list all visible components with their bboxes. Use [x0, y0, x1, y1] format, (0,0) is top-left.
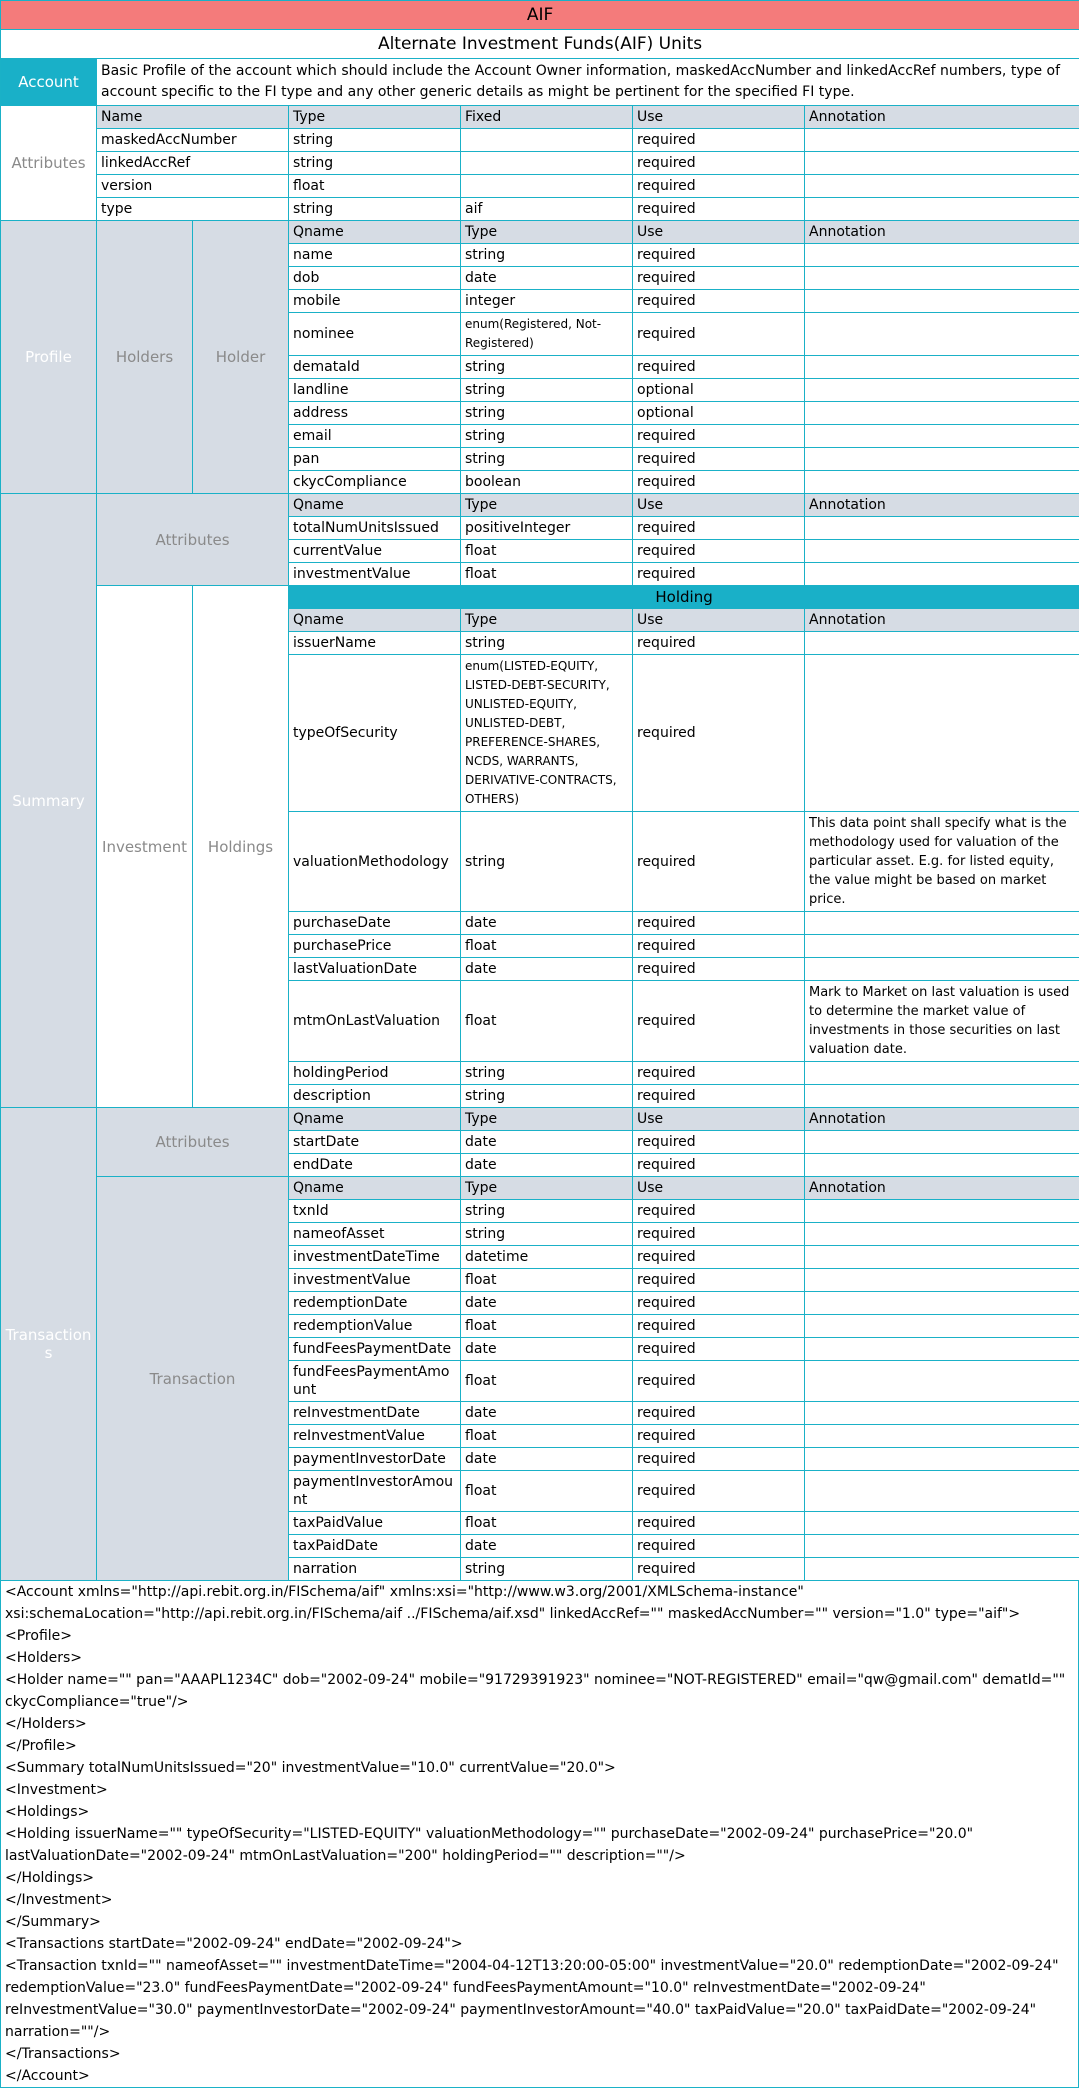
table-cell: string	[461, 425, 633, 448]
table-cell: required	[633, 1246, 805, 1269]
xml-line: </Summary>	[5, 1911, 1074, 1933]
table-cell: string	[461, 1223, 633, 1246]
table-cell: boolean	[461, 471, 633, 494]
table-cell	[805, 1246, 1079, 1269]
column-header: Type	[461, 1177, 633, 1200]
table-cell: startDate	[289, 1131, 461, 1154]
table-cell	[805, 958, 1079, 981]
table-cell	[461, 152, 633, 175]
table-cell: string	[461, 1200, 633, 1223]
table-row	[1, 175, 1079, 198]
xml-line: <Account xmlns="http://api.rebit.org.in/FISchema/aif" xmlns:xsi="http://www.w3.org/2001/XMLSchema-instance" xsi:schemaLocation="http://api.rebit.org.in/FISchema/aif ../FISchema/aif.xsd" linkedAccRef="" maskedAccNumber="" version="1.0" type="aif">	[5, 1581, 1074, 1625]
table-cell: landline	[289, 379, 461, 402]
table-cell	[805, 313, 1079, 356]
table-cell: redemptionValue	[289, 1315, 461, 1338]
table-cell: float	[461, 1471, 633, 1512]
xml-line: <Transactions startDate="2002-09-24" endDate="2002-09-24">	[5, 1933, 1074, 1955]
table-cell: optional	[633, 402, 805, 425]
table-cell: string	[461, 1085, 633, 1108]
page-subtitle: Alternate Investment Funds(AIF) Units	[1, 30, 1079, 59]
xml-line: </Investment>	[5, 1889, 1074, 1911]
table-cell: string	[461, 356, 633, 379]
table-cell: float	[461, 935, 633, 958]
table-cell: pan	[289, 448, 461, 471]
transaction-label: Transaction	[97, 1177, 289, 1581]
table-cell: date	[461, 1535, 633, 1558]
column-header: Use	[633, 609, 805, 632]
table-cell: float	[461, 563, 633, 586]
xml-line: <Holder name="" pan="AAAPL1234C" dob="2002-09-24" mobile="91729391923" nominee="NOT-REGISTERED" email="qw@gmail.com" dematId="" ckycCompliance="true"/>	[5, 1669, 1074, 1713]
column-header: Annotation	[805, 1108, 1079, 1131]
column-header: Fixed	[461, 106, 633, 129]
table-cell: dob	[289, 267, 461, 290]
xml-sample	[0, 1581, 1079, 2088]
holder-label: Holder	[193, 221, 289, 494]
table-cell: required	[633, 540, 805, 563]
table-row	[1, 494, 1079, 517]
table-cell: required	[633, 1315, 805, 1338]
table-cell: string	[289, 198, 461, 221]
xml-line: <Summary totalNumUnitsIssued="20" investmentValue="10.0" currentValue="20.0">	[5, 1757, 1074, 1779]
holdings-label: Holdings	[193, 586, 289, 1108]
table-cell: taxPaidDate	[289, 1535, 461, 1558]
table-cell: required	[633, 1200, 805, 1223]
table-cell: required	[633, 632, 805, 655]
table-cell: valuationMethodology	[289, 812, 461, 912]
table-cell: txnId	[289, 1200, 461, 1223]
column-header: Type	[289, 106, 461, 129]
column-header: Qname	[289, 221, 461, 244]
table-cell: required	[633, 175, 805, 198]
table-cell: float	[461, 540, 633, 563]
table-cell: This data point shall specify what is the methodology used for valuation of the particular asset. E.g. for listed equity, the value might be based on market price.	[805, 812, 1079, 912]
xml-line: </Holders>	[5, 1713, 1074, 1735]
table-cell: required	[633, 1085, 805, 1108]
table-cell	[805, 198, 1079, 221]
table-cell: required	[633, 655, 805, 812]
table-cell: required	[633, 448, 805, 471]
table-cell: required	[633, 1269, 805, 1292]
table-cell: fundFeesPaymentDate	[289, 1338, 461, 1361]
table-row	[1, 106, 1079, 129]
table-cell	[805, 632, 1079, 655]
table-row	[1, 198, 1079, 221]
table-cell: nameofAsset	[289, 1223, 461, 1246]
table-cell: required	[633, 356, 805, 379]
table-cell: required	[633, 935, 805, 958]
table-cell: totalNumUnitsIssued	[289, 517, 461, 540]
column-header: Annotation	[805, 1177, 1079, 1200]
table-cell	[805, 1292, 1079, 1315]
table-cell: issuerName	[289, 632, 461, 655]
table-cell: float	[289, 175, 461, 198]
table-cell	[805, 1402, 1079, 1425]
table-cell: optional	[633, 379, 805, 402]
table-cell: required	[633, 812, 805, 912]
table-cell: date	[461, 1448, 633, 1471]
table-cell: email	[289, 425, 461, 448]
xml-line: </Profile>	[5, 1735, 1074, 1757]
table-cell: string	[461, 402, 633, 425]
column-header: Type	[461, 494, 633, 517]
table-row	[1, 1108, 1079, 1131]
table-cell: required	[633, 1131, 805, 1154]
table-cell	[805, 517, 1079, 540]
summary-label: Summary	[1, 494, 97, 1108]
table-cell: required	[633, 267, 805, 290]
table-cell	[805, 471, 1079, 494]
table-cell	[805, 1223, 1079, 1246]
table-cell: required	[633, 152, 805, 175]
table-cell: date	[461, 1154, 633, 1177]
table-row	[1, 586, 1079, 609]
table-cell: required	[633, 198, 805, 221]
table-cell	[461, 129, 633, 152]
column-header: Use	[633, 106, 805, 129]
table-cell: name	[289, 244, 461, 267]
table-cell: lastValuationDate	[289, 958, 461, 981]
table-cell: required	[633, 1535, 805, 1558]
column-header: Qname	[289, 1108, 461, 1131]
table-cell: float	[461, 1315, 633, 1338]
column-header: Use	[633, 1177, 805, 1200]
table-row	[1, 152, 1079, 175]
table-cell: redemptionDate	[289, 1292, 461, 1315]
table-cell: description	[289, 1085, 461, 1108]
table-cell: linkedAccRef	[97, 152, 289, 175]
table-cell: string	[461, 1062, 633, 1085]
table-cell: maskedAccNumber	[97, 129, 289, 152]
table-cell: string	[461, 379, 633, 402]
table-cell: required	[633, 290, 805, 313]
table-cell	[805, 1512, 1079, 1535]
table-cell	[461, 175, 633, 198]
table-cell	[805, 379, 1079, 402]
column-header: Annotation	[805, 609, 1079, 632]
column-header: Annotation	[805, 221, 1079, 244]
table-cell: Mark to Market on last valuation is used to determine the market value of investments in those securities on last valuation date.	[805, 981, 1079, 1062]
table-cell	[805, 356, 1079, 379]
table-cell: date	[461, 1338, 633, 1361]
xml-line: <Profile>	[5, 1625, 1074, 1647]
table-cell: required	[633, 1361, 805, 1402]
table-cell: required	[633, 981, 805, 1062]
table-cell: required	[633, 1471, 805, 1512]
table-cell	[805, 1425, 1079, 1448]
table-cell	[805, 152, 1079, 175]
table-cell	[805, 267, 1079, 290]
column-header: Annotation	[805, 494, 1079, 517]
table-cell: required	[633, 1402, 805, 1425]
table-cell: investmentDateTime	[289, 1246, 461, 1269]
table-cell	[805, 1315, 1079, 1338]
table-cell	[805, 1154, 1079, 1177]
table-cell	[805, 1471, 1079, 1512]
page-title: AIF	[1, 1, 1079, 30]
table-cell: required	[633, 1223, 805, 1246]
table-cell: paymentInvestorAmount	[289, 1471, 461, 1512]
table-cell: required	[633, 1558, 805, 1581]
table-cell: date	[461, 912, 633, 935]
transactions-attributes-label: Attributes	[97, 1108, 289, 1177]
table-cell: ckycCompliance	[289, 471, 461, 494]
column-header: Annotation	[805, 106, 1079, 129]
table-cell: nominee	[289, 313, 461, 356]
table-cell: reInvestmentValue	[289, 1425, 461, 1448]
xml-line: <Holders>	[5, 1647, 1074, 1669]
table-cell: required	[633, 313, 805, 356]
account-description: Basic Profile of the account which should include the Account Owner information, maskedAccNumber and linkedAccRef numbers, type of account specific to the FI type and any other generic details as might be pertinent for the specified FI type.	[97, 59, 1079, 106]
account-attributes-label: Attributes	[1, 106, 97, 221]
table-cell: required	[633, 1425, 805, 1448]
table-row	[1, 129, 1079, 152]
table-cell: float	[461, 981, 633, 1062]
table-cell: required	[633, 1448, 805, 1471]
table-cell: float	[461, 1512, 633, 1535]
table-cell: endDate	[289, 1154, 461, 1177]
table-cell: required	[633, 129, 805, 152]
table-cell: mtmOnLastValuation	[289, 981, 461, 1062]
table-cell: demataId	[289, 356, 461, 379]
table-cell: investmentValue	[289, 1269, 461, 1292]
table-cell: currentValue	[289, 540, 461, 563]
table-cell: required	[633, 563, 805, 586]
table-cell: date	[461, 267, 633, 290]
table-cell: integer	[461, 290, 633, 313]
table-cell	[805, 425, 1079, 448]
table-cell	[805, 912, 1079, 935]
table-cell	[805, 655, 1079, 812]
table-cell	[805, 129, 1079, 152]
investment-label: Investment	[97, 586, 193, 1108]
xml-line: <Holding issuerName="" typeOfSecurity="LISTED-EQUITY" valuationMethodology="" purchaseDate="2002-09-24" purchasePrice="20.0" lastValuationDate="2002-09-24" mtmOnLastValuation="200" holdingPeriod="" description=""/>	[5, 1823, 1074, 1867]
holding-title: Holding	[289, 586, 1079, 609]
table-cell: required	[633, 958, 805, 981]
table-row	[1, 221, 1079, 244]
column-header: Use	[633, 1108, 805, 1131]
xml-line: </Transactions>	[5, 2043, 1074, 2065]
table-cell: required	[633, 1338, 805, 1361]
table-cell: type	[97, 198, 289, 221]
table-cell: string	[461, 812, 633, 912]
xml-line: <Holdings>	[5, 1801, 1074, 1823]
table-cell: datetime	[461, 1246, 633, 1269]
table-cell: string	[289, 152, 461, 175]
table-cell: required	[633, 1512, 805, 1535]
table-cell: narration	[289, 1558, 461, 1581]
table-cell	[805, 540, 1079, 563]
profile-label: Profile	[1, 221, 97, 494]
table-cell: required	[633, 517, 805, 540]
table-cell: required	[633, 471, 805, 494]
table-cell: string	[461, 448, 633, 471]
table-cell	[805, 563, 1079, 586]
table-cell: date	[461, 1131, 633, 1154]
xml-line: </Holdings>	[5, 1867, 1074, 1889]
table-cell: investmentValue	[289, 563, 461, 586]
table-cell: required	[633, 1292, 805, 1315]
table-cell: date	[461, 1292, 633, 1315]
column-header: Use	[633, 221, 805, 244]
table-cell	[805, 448, 1079, 471]
table-row	[1, 1177, 1079, 1200]
xml-line: <Investment>	[5, 1779, 1074, 1801]
table-cell	[805, 1200, 1079, 1223]
table-cell: float	[461, 1361, 633, 1402]
table-cell: string	[289, 129, 461, 152]
table-cell: holdingPeriod	[289, 1062, 461, 1085]
table-cell	[805, 244, 1079, 267]
table-cell	[805, 1269, 1079, 1292]
table-cell: string	[461, 1558, 633, 1581]
table-cell	[805, 1338, 1079, 1361]
table-cell: reInvestmentDate	[289, 1402, 461, 1425]
table-cell	[805, 175, 1079, 198]
table-cell: float	[461, 1269, 633, 1292]
table-cell: required	[633, 425, 805, 448]
table-cell: taxPaidValue	[289, 1512, 461, 1535]
table-cell: required	[633, 1062, 805, 1085]
table-cell: typeOfSecurity	[289, 655, 461, 812]
holders-label: Holders	[97, 221, 193, 494]
table-cell	[805, 402, 1079, 425]
table-cell: enum(LISTED-EQUITY, LISTED-DEBT-SECURITY, UNLISTED-EQUITY, UNLISTED-DEBT, PREFERENCE-SHARES, NCDS, WARRANTS, DERIVATIVE-CONTRACTS, OTHERS)	[461, 655, 633, 812]
table-cell: purchasePrice	[289, 935, 461, 958]
table-cell: string	[461, 244, 633, 267]
table-cell: date	[461, 958, 633, 981]
account-label: Account	[1, 59, 97, 106]
column-header: Use	[633, 494, 805, 517]
table-cell	[805, 1062, 1079, 1085]
table-cell	[805, 1558, 1079, 1581]
table-cell	[805, 1085, 1079, 1108]
table-cell: mobile	[289, 290, 461, 313]
column-header: Name	[97, 106, 289, 129]
table-cell: float	[461, 1425, 633, 1448]
column-header: Qname	[289, 494, 461, 517]
summary-attributes-label: Attributes	[97, 494, 289, 586]
table-cell	[805, 290, 1079, 313]
table-cell: required	[633, 244, 805, 267]
table-cell	[805, 935, 1079, 958]
column-header: Qname	[289, 609, 461, 632]
column-header: Type	[461, 609, 633, 632]
table-cell: address	[289, 402, 461, 425]
table-cell: version	[97, 175, 289, 198]
table-cell: purchaseDate	[289, 912, 461, 935]
column-header: Type	[461, 221, 633, 244]
column-header: Qname	[289, 1177, 461, 1200]
xml-line: <Transaction txnId="" nameofAsset="" investmentDateTime="2004-04-12T13:20:00-05:00" investmentValue="20.0" redemptionDate="2002-09-24" redemptionValue="23.0" fundFeesPaymentDate="2002-09-24" fundFeesPaymentAmount="10.0" reInvestmentDate="2002-09-24" reInvestmentValue="30.0" paymentInvestorDate="2002-09-24" paymentInvestorAmount="40.0" taxPaidValue="20.0" taxPaidDate="2002-09-24" narration=""/>	[5, 1955, 1074, 2043]
table-cell: aif	[461, 198, 633, 221]
table-cell: fundFeesPaymentAmount	[289, 1361, 461, 1402]
xml-line: </Account>	[5, 2065, 1074, 2087]
transactions-label: Transactions	[1, 1108, 97, 1581]
table-cell	[805, 1361, 1079, 1402]
table-cell: date	[461, 1402, 633, 1425]
table-cell	[805, 1448, 1079, 1471]
table-cell: positiveInteger	[461, 517, 633, 540]
table-cell: string	[461, 632, 633, 655]
table-cell: paymentInvestorDate	[289, 1448, 461, 1471]
column-header: Type	[461, 1108, 633, 1131]
table-cell: required	[633, 1154, 805, 1177]
table-cell	[805, 1131, 1079, 1154]
table-cell: required	[633, 912, 805, 935]
table-cell	[805, 1535, 1079, 1558]
table-cell: enum(Registered, Not-Registered)	[461, 313, 633, 356]
